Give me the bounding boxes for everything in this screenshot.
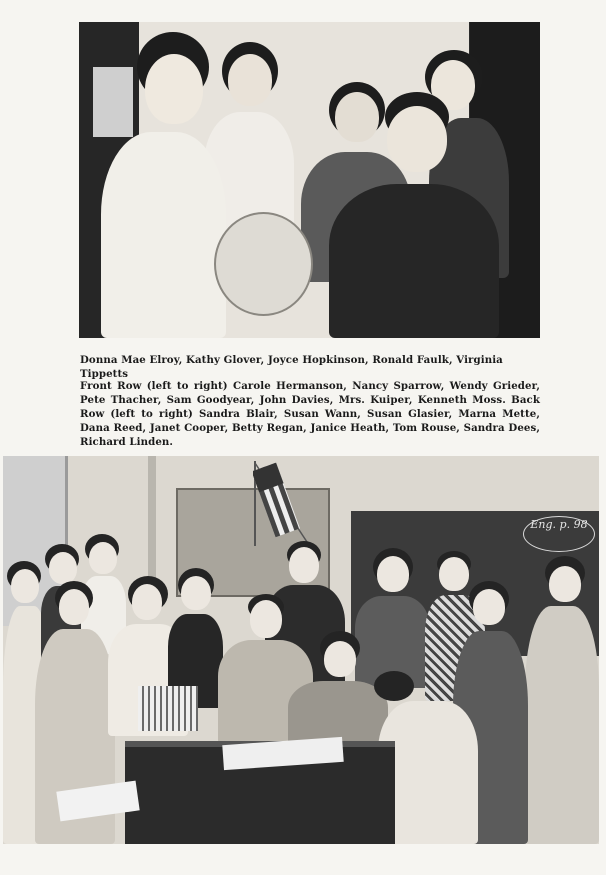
top-photo-caption: Donna Mae Elroy, Kathy Glover, Joyce Hopkinson, Ronald Faulk, Virginia Tippetts [80, 354, 503, 380]
stack-of-books [138, 686, 198, 731]
student-figure [525, 556, 599, 844]
chalkboard-note: Eng. p. 98 [523, 516, 595, 552]
student-figure [329, 92, 499, 338]
american-flag-icon [253, 461, 311, 546]
bottom-class-photo [3, 456, 599, 844]
top-group-photo [79, 22, 540, 338]
bottom-photo-caption: Front Row (left to right) Carole Hermanson, Nancy Sparrow, Wendy Grieder, Pete Thacher, Sam Goodyear, John Davies, Mrs. Kuiper, Kenneth Moss. Back Row (left to right) Sandra Blair, Susan Wann, Susan Glasier, Marna Mette, Dana Reed, Janet Cooper, Betty Regan, Janice Heath, Tom Rouse, Sandra Dees, Richard Linden. [80, 380, 540, 448]
student-figure [101, 32, 231, 338]
globe [214, 212, 309, 312]
